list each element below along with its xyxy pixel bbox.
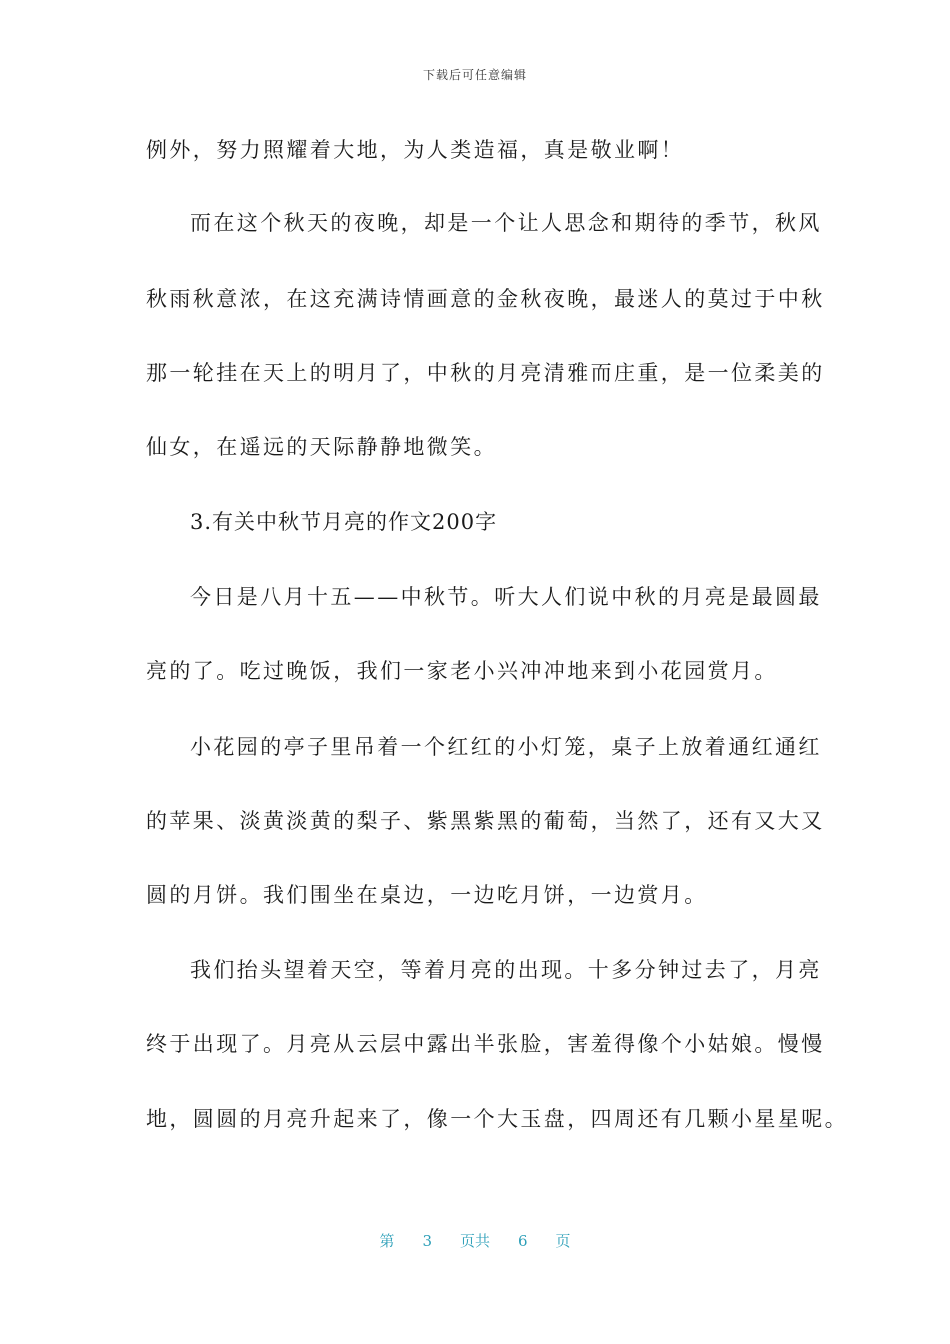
body-line-4: 那一轮挂在天上的明月了，中秋的月亮清雅而庄重，是一位柔美的 [146,361,825,385]
page-footer [0,1230,950,1251]
page-header-note: 下载后可任意编辑 [422,68,527,82]
body-line-13: 终于出现了。月亮从云层中露出半张脸，害羞得像个小姑娘。慢慢 [146,1032,825,1056]
body-line-7: 今日是八月十五——中秋节。听大人们说中秋的月亮是最圆最 [190,585,822,609]
body-line-5: 仙女，在遥远的天际静静地微笑。 [146,435,497,459]
body-line-2: 而在这个秋天的夜晚，却是一个让人思念和期待的季节，秋风 [190,211,822,235]
footer-current-page: 3 [422,1232,432,1250]
body-line-12: 我们抬头望着天空，等着月亮的出现。十多分钟过去了，月亮 [190,958,822,982]
footer-middle: 页共 [459,1232,490,1250]
section-heading: 3.有关中秋节月亮的作文200字 [190,510,498,534]
body-line-8: 亮的了。吃过晚饭，我们一家老小兴冲冲地来到小花园赏月。 [146,659,778,683]
footer-suffix: 页 [555,1232,571,1250]
body-line-10: 的苹果、淡黄淡黄的梨子、紫黑紫黑的葡萄，当然了，还有又大又 [146,809,825,833]
body-line-14: 地，圆圆的月亮升起来了，像一个大玉盘，四周还有几颗小星星呢。 [146,1107,848,1131]
body-line-3: 秋雨秋意浓，在这充满诗情画意的金秋夜晚，最迷人的莫过于中秋 [146,287,825,311]
body-line-1: 例外，努力照耀着大地，为人类造福，真是敬业啊！ [146,138,685,162]
footer-total-pages: 6 [518,1232,528,1250]
body-line-9: 小花园的亭子里吊着一个红红的小灯笼，桌子上放着通红通红 [190,735,822,759]
body-line-11: 圆的月饼。我们围坐在桌边，一边吃月饼，一边赏月。 [146,883,708,907]
footer-prefix: 第 [379,1232,395,1250]
